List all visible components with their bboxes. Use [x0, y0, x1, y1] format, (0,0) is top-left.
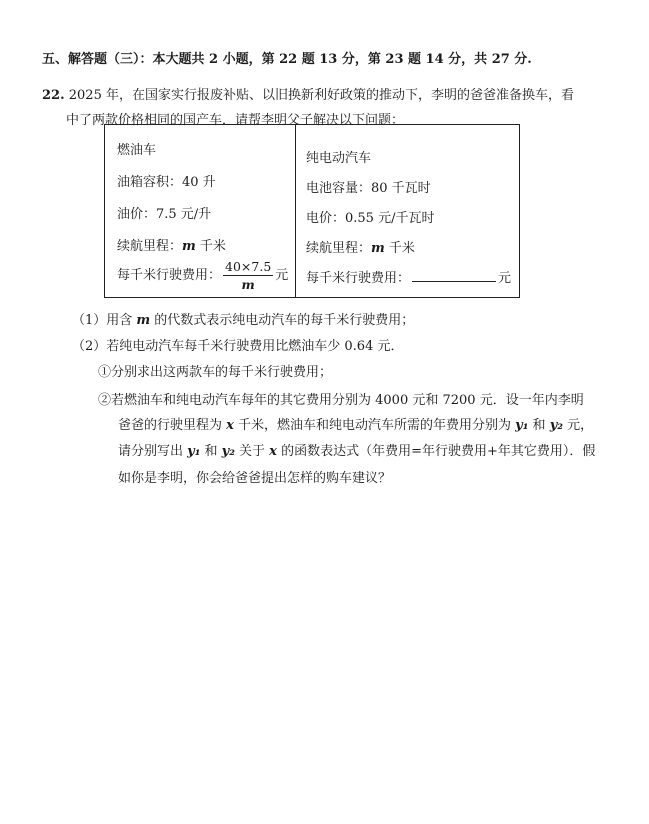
q1-var: m — [136, 313, 151, 328]
fuel-tank-capacity: 油箱容积：40 升 — [117, 175, 216, 190]
electric-cost-answer-blank[interactable] — [412, 269, 496, 282]
fuel-range — [117, 235, 226, 254]
fuel-range-var: m — [182, 239, 196, 254]
question-2-part-1: ①分别求出这两款车的每千米行驶费用； — [98, 365, 333, 380]
fuel-cost-label: 每千米行驶费用： — [117, 268, 222, 283]
q2-2-l3d: 的函数表达式（年费用=年行驶费用+年其它费用）．假 — [276, 444, 596, 459]
electric-range-label: 续航里程： — [306, 241, 372, 256]
fuel-cost-denominator — [223, 276, 273, 292]
fuel-cost-unit: 元 — [275, 268, 289, 283]
fuel-range-unit: 千米 — [195, 239, 226, 254]
problem-intro-line-2: 中了两款价格相同的国产车．请帮李明父子解决以下问题： — [66, 113, 405, 128]
question-1 — [72, 309, 414, 328]
fuel-range-label: 续航里程： — [117, 239, 183, 254]
q1-prefix: （1）用含 — [72, 313, 137, 328]
q2-2-l2c: 和 — [528, 418, 550, 433]
q2-2-l2b: 千米，燃油车和纯电动汽车所需的年费用分别为 — [233, 418, 516, 433]
electric-car-cell — [296, 125, 520, 298]
q2-2-l2a: 爸爸的行驶里程为 — [118, 418, 227, 433]
q2-2-y1: y₁ — [515, 418, 529, 433]
electric-range-unit: 千米 — [384, 241, 415, 256]
q2-2-l3-y1: y₁ — [187, 444, 201, 459]
fuel-car-title: 燃油车 — [117, 143, 157, 158]
q2-2-l3c: 关于 — [234, 444, 270, 459]
electric-range — [306, 237, 415, 256]
electric-cost-per-km — [306, 267, 511, 286]
comparison-table — [104, 124, 520, 298]
section-heading: 五、解答题（三）：本大题共 2 小题，第 22 题 13 分，第 23 题 14 分，共 27 分. — [42, 52, 532, 67]
problem-intro-text-1: 2025 年，在国家实行报废补贴、以旧换新利好政策的推动下，李明的爸爸准备换车，看 — [68, 88, 574, 103]
fuel-cost-numerator: 40×7.5 — [225, 259, 272, 274]
battery-capacity: 电池容量：80 千瓦时 — [306, 181, 431, 196]
question-2-part-2-line-4: 如你是李明，你会给爸爸提出怎样的购车建议？ — [118, 471, 392, 486]
fuel-cost-denominator-var: m — [241, 277, 255, 292]
electric-cost-label: 每千米行驶费用： — [306, 271, 411, 286]
electric-car-title: 纯电动汽车 — [306, 151, 372, 166]
question-2: （2）若纯电动汽车每千米行驶费用比燃油车少 0.64 元． — [72, 339, 404, 354]
electricity-price: 电价：0.55 元/千瓦时 — [306, 211, 435, 226]
fuel-cost-fraction — [223, 259, 273, 292]
question-2-part-2-line-2 — [118, 414, 593, 433]
q2-2-l3-x: x — [269, 444, 277, 459]
q1-suffix: 的代数式表示纯电动汽车的每千米行驶费用； — [150, 313, 415, 328]
problem-number: 22. — [42, 88, 65, 103]
electric-range-var: m — [371, 241, 385, 256]
fuel-car-cell — [105, 125, 296, 298]
problem-intro-line-1 — [42, 84, 574, 103]
q2-2-l2d: 元， — [562, 418, 594, 433]
q2-2-l3b: 和 — [200, 444, 222, 459]
q2-2-x: x — [226, 418, 234, 433]
question-2-part-2-line-1: ②若燃油车和纯电动汽车每年的其它费用分别为 4000 元和 7200 元．设一年内李明 — [98, 393, 584, 408]
fuel-cost-per-km — [117, 259, 288, 292]
question-2-part-2-line-3 — [118, 440, 595, 459]
q2-2-l3-y2: y₂ — [221, 444, 235, 459]
q2-2-l3a: 请分别写出 — [118, 444, 188, 459]
electric-cost-unit: 元 — [498, 271, 512, 286]
fuel-price: 油价：7.5 元/升 — [117, 207, 212, 222]
q2-2-y2: y₂ — [549, 418, 563, 433]
